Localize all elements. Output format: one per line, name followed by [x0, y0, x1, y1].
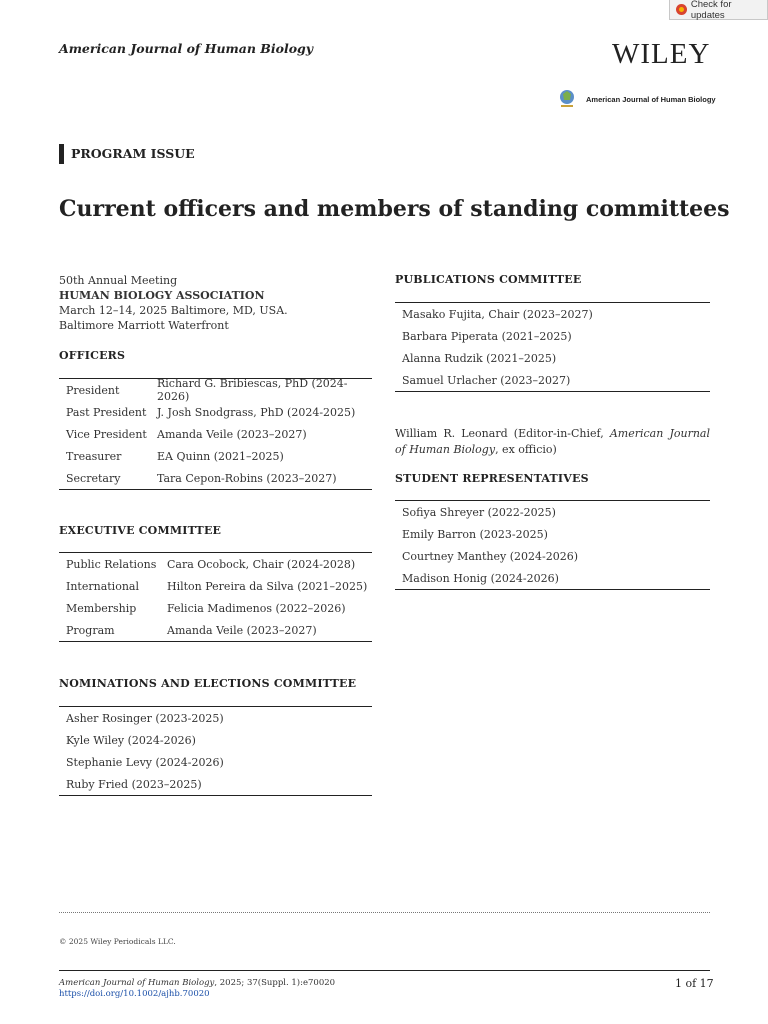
table-row: Asher Rosinger (2023-2025) — [66, 711, 224, 725]
logo-text: American Journal of Human Biology — [586, 94, 716, 104]
publisher-logo: WILEY — [612, 38, 711, 70]
name-cell: Amanda Veile (2023–2027) — [167, 623, 317, 637]
editor-note-suffix: , ex officio) — [495, 443, 557, 456]
executive-table — [59, 552, 372, 642]
publications-table — [395, 302, 710, 392]
name-cell: Felicia Madimenos (2022–2026) — [167, 601, 346, 615]
editor-note-journal: American Journal of Human Biology — [395, 427, 711, 456]
table-row: Alanna Rudzik (2021–2025) — [402, 351, 557, 365]
table-row: Kyle Wiley (2024-2026) — [66, 733, 196, 747]
table-row: Sofiya Shreyer (2022-2025) — [402, 505, 556, 519]
table-row: Emily Barron (2023-2025) — [402, 527, 548, 541]
page-title: Current officers and members of standing committees — [59, 196, 730, 222]
name-cell: J. Josh Snodgrass, PhD (2024-2025) — [157, 405, 356, 419]
table-row — [59, 597, 372, 619]
name-cell: EA Quinn (2021–2025) — [157, 449, 284, 463]
meeting-venue: Baltimore Marriott Waterfront — [59, 319, 229, 332]
meeting-title: 50th Annual Meeting — [59, 274, 178, 287]
section-label: PROGRAM ISSUE — [59, 144, 195, 164]
table-row: Samuel Urlacher (2023–2027) — [402, 373, 571, 387]
check-updates-icon — [676, 4, 687, 15]
citation — [59, 978, 335, 988]
copyright: © 2025 Wiley Periodicals LLC. — [59, 937, 176, 946]
table-row — [59, 553, 372, 575]
journal-logo — [556, 88, 716, 110]
footer-divider — [59, 912, 710, 913]
students-heading: STUDENT REPRESENTATIVES — [395, 472, 589, 485]
role-cell: International — [66, 579, 139, 593]
editor-note — [395, 426, 710, 458]
table-row — [59, 423, 372, 445]
role-cell: Public Relations — [66, 557, 157, 571]
role-cell: Vice President — [66, 427, 147, 441]
meeting-dates: March 12–14, 2025 Baltimore, MD, USA. — [59, 304, 288, 317]
name-cell: Tara Cepon-Robins (2023–2027) — [157, 471, 337, 485]
check-for-updates-button[interactable] — [669, 0, 768, 20]
table-row: Ruby Fried (2023–2025) — [66, 777, 202, 791]
role-cell: Treasurer — [66, 449, 122, 463]
executive-heading: EXECUTIVE COMMITTEE — [59, 524, 222, 537]
role-cell: Program — [66, 623, 115, 637]
table-row: Masako Fujita, Chair (2023–2027) — [402, 307, 593, 321]
journal-name: American Journal of Human Biology — [59, 41, 314, 56]
citation-journal: American Journal of Human Biology — [59, 978, 215, 988]
table-row: Courtney Manthey (2024-2026) — [402, 549, 579, 563]
name-cell: Richard G. Bribiescas, PhD (2024-2026) — [157, 377, 348, 403]
footer-rule — [59, 970, 710, 971]
meeting-org: HUMAN BIOLOGY ASSOCIATION — [59, 289, 265, 302]
editor-note-prefix: William R. Leonard (Editor-in-Chief, — [395, 427, 604, 440]
hba-logo-icon — [556, 88, 578, 110]
students-table — [395, 500, 710, 590]
table-row — [59, 619, 372, 641]
table-row — [59, 401, 372, 423]
officers-table — [59, 378, 372, 490]
name-cell: Hilton Pereira da Silva (2021–2025) — [167, 579, 368, 593]
role-cell: President — [66, 383, 120, 397]
table-row — [59, 467, 372, 489]
table-row — [59, 379, 372, 401]
officers-heading: OFFICERS — [59, 349, 126, 362]
name-cell: Cara Ocobock, Chair (2024-2028) — [167, 557, 356, 571]
table-row: Barbara Piperata (2021–2025) — [402, 329, 572, 343]
table-row — [59, 445, 372, 467]
name-cell: Amanda Veile (2023–2027) — [157, 427, 307, 441]
role-cell: Secretary — [66, 471, 121, 485]
check-for-updates-label: Check for updates — [690, 0, 732, 21]
nominations-table — [59, 706, 372, 796]
page-number: 1 of 17 — [675, 977, 714, 990]
nominations-heading: NOMINATIONS AND ELECTIONS COMMITTEE — [59, 677, 357, 690]
table-row: Madison Honig (2024-2026) — [402, 571, 559, 585]
role-cell: Membership — [66, 601, 137, 615]
table-row: Stephanie Levy (2024-2026) — [66, 755, 224, 769]
table-row — [59, 575, 372, 597]
citation-details: , 2025; 37(Suppl. 1):e70020 — [214, 978, 336, 988]
publications-heading: PUBLICATIONS COMMITTEE — [395, 273, 582, 286]
role-cell: Past President — [66, 405, 147, 419]
doi-link[interactable]: https://doi.org/10.1002/ajhb.70020 — [59, 989, 210, 999]
